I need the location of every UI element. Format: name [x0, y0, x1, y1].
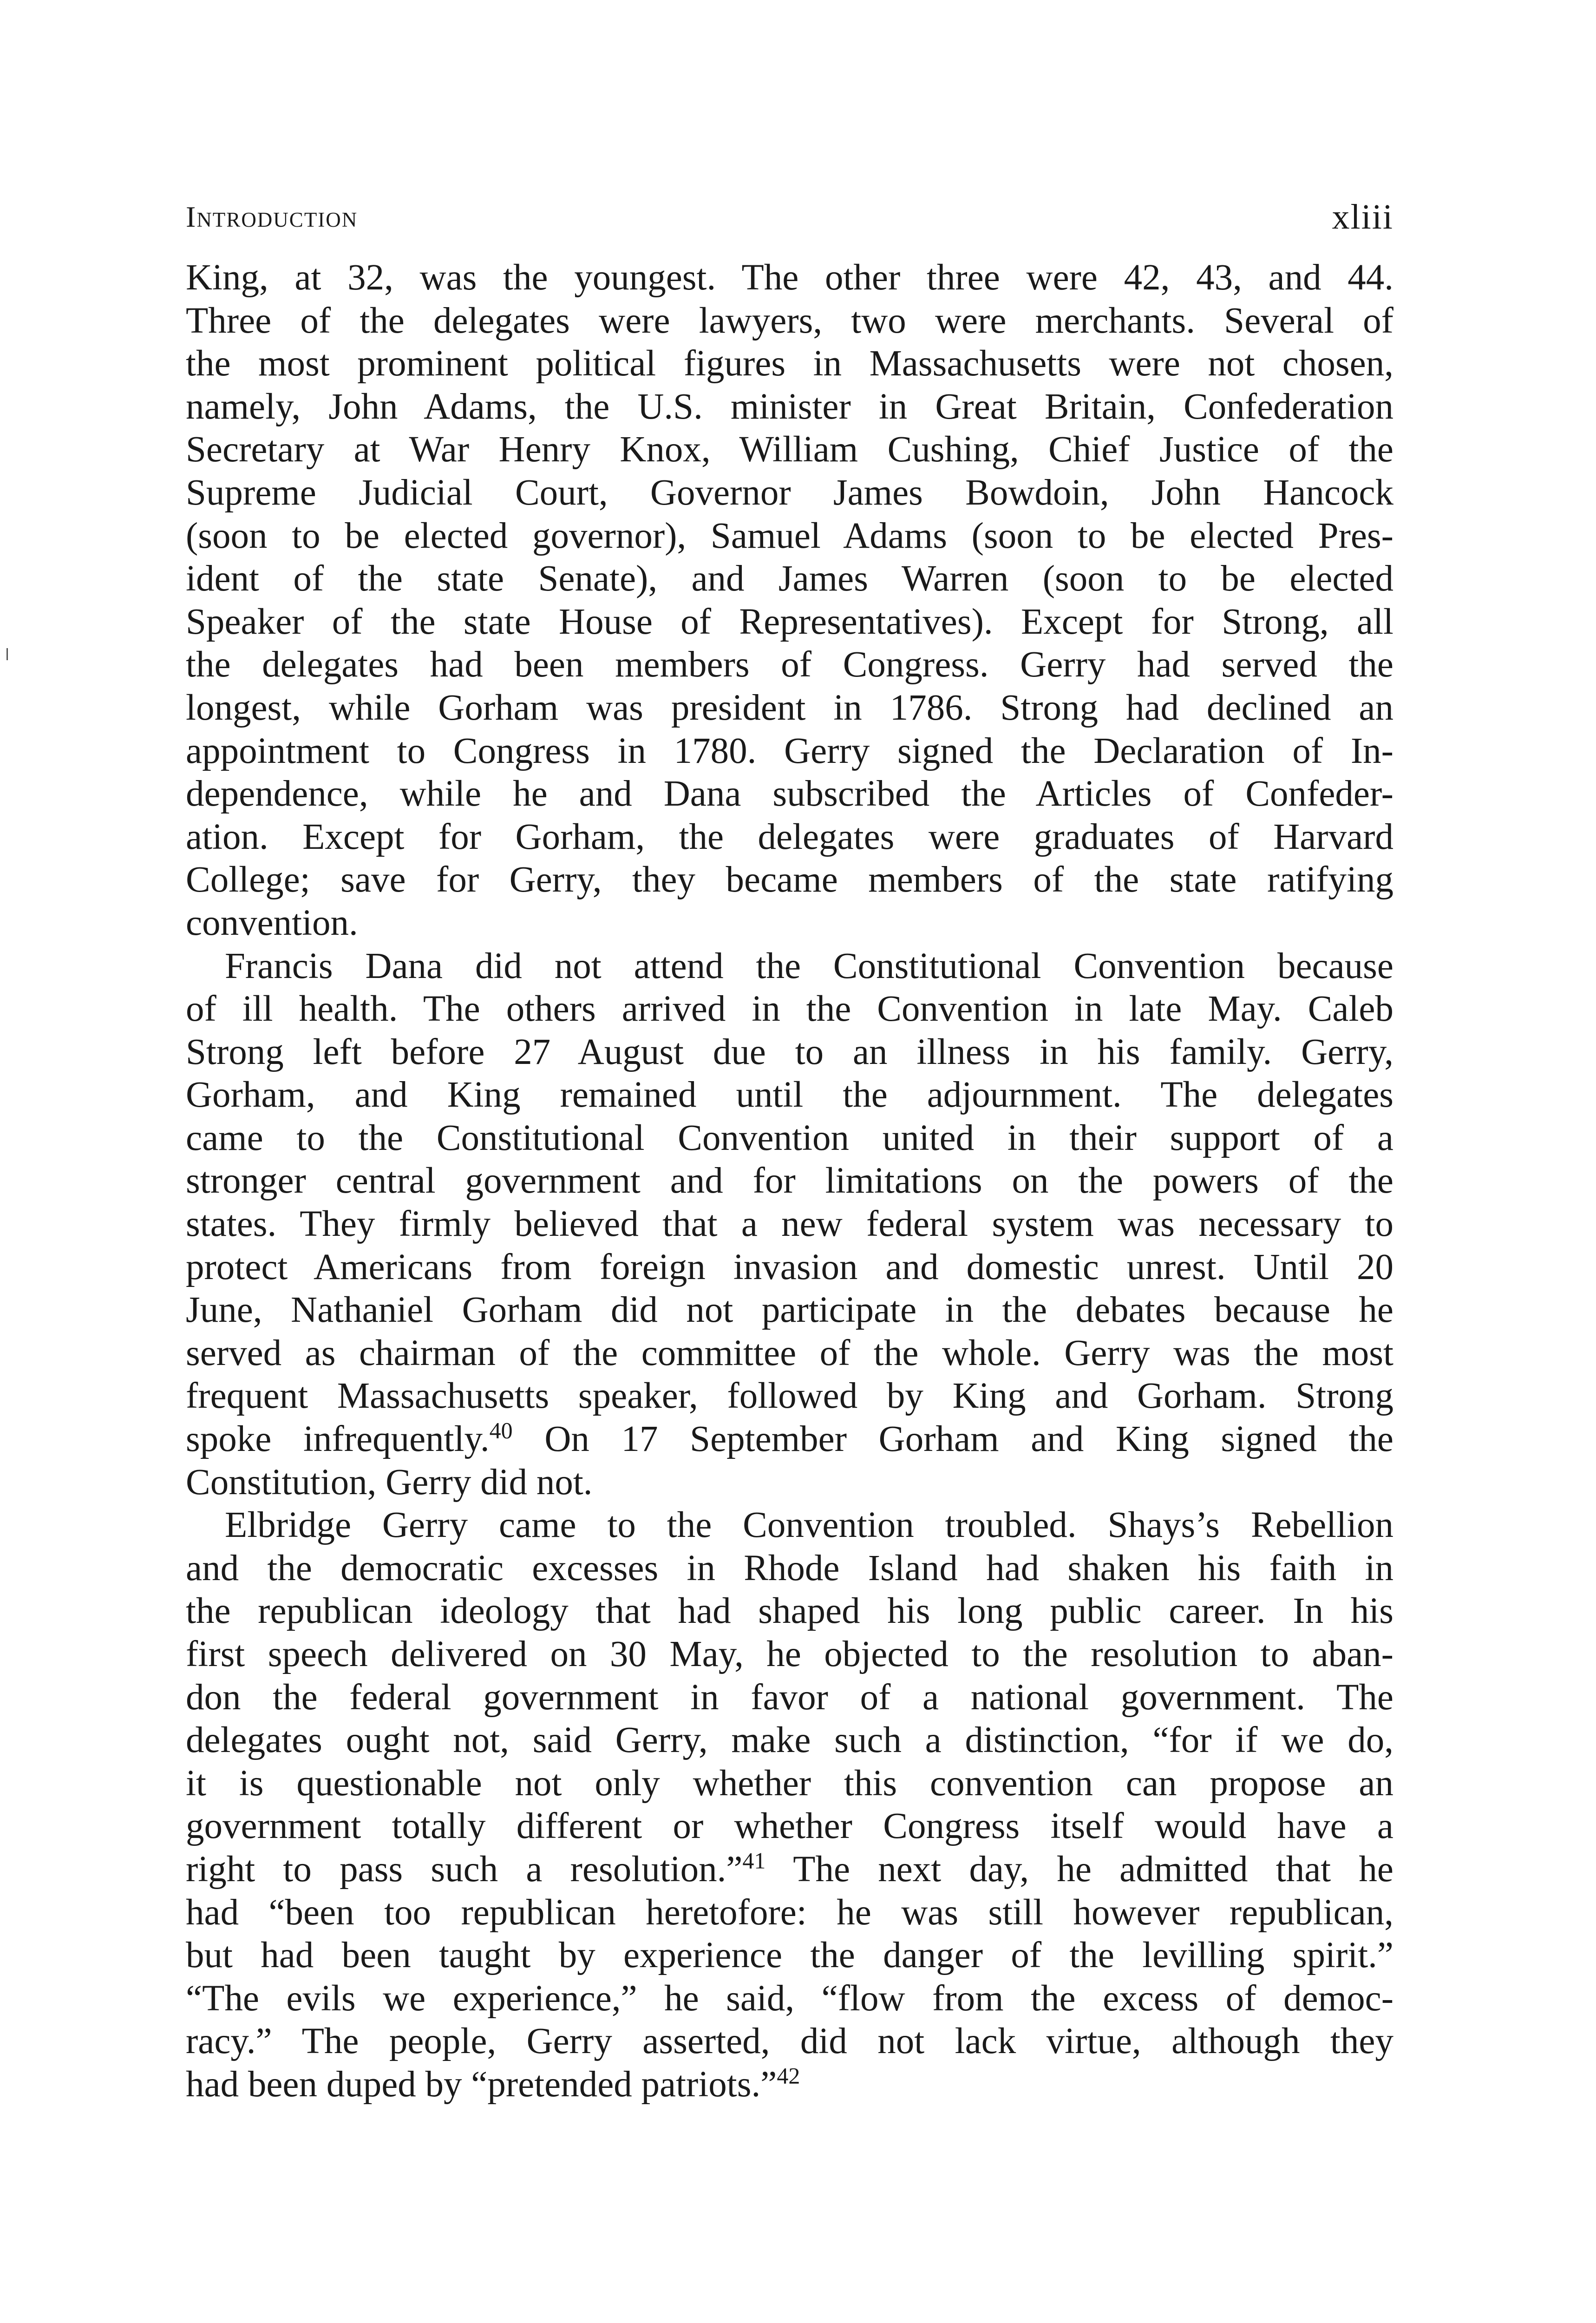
text-line: the most prominent political figures in Massachusetts were not chosen,	[186, 343, 1393, 384]
text-line: Constitution, Gerry did not.	[186, 1462, 593, 1503]
running-head: Introduction	[186, 200, 358, 233]
text-line: it is questionable not only whether this convention can propose an	[186, 1763, 1393, 1804]
body-text	[186, 256, 1393, 2106]
page-number: xliii	[1332, 197, 1393, 236]
paragraph-3	[186, 1504, 1393, 2106]
text-line: longest, while Gorham was president in 1786. Strong had declined an	[186, 687, 1393, 728]
text-line: and the democratic excesses in Rhode Island had shaken his faith in	[186, 1548, 1393, 1588]
paragraph-2	[186, 945, 1393, 1504]
text-line: Strong left before 27 August due to an illness in his family. Gerry,	[186, 1031, 1393, 1072]
text-line: don the federal government in favor of a national government. The	[186, 1677, 1393, 1718]
footnote-ref: 41	[742, 1847, 766, 1874]
text-line: appointment to Congress in 1780. Gerry signed the Declaration of In-	[186, 730, 1393, 771]
text-line: the republican ideology that had shaped his long public career. In his	[186, 1591, 1393, 1632]
text-line: first speech delivered on 30 May, he objected to the resolution to aban-	[186, 1634, 1393, 1674]
text-line: protect Americans from foreign invasion and domestic unrest. Until 20	[186, 1247, 1393, 1287]
text-line: delegates ought not, said Gerry, make such a distinction, “for if we do,	[186, 1720, 1393, 1761]
text-line: but had been taught by experience the danger of the levilling spirit.”	[186, 1935, 1393, 1976]
text-line: Elbridge Gerry came to the Convention troubled. Shays’s Rebellion	[225, 1505, 1393, 1546]
text-line: the delegates had been members of Congress. Gerry had served the	[186, 644, 1393, 685]
margin-mark	[7, 648, 8, 660]
text-line: government totally different or whether Congress itself would have a	[186, 1806, 1393, 1847]
text-line: had “been too republican heretofore: he was still however republican,	[186, 1892, 1393, 1933]
text-line: namely, John Adams, the U.S. minister in Great Britain, Confederation	[186, 386, 1393, 427]
text-line: convention.	[186, 902, 358, 943]
text-line: Secretary at War Henry Knox, William Cushing, Chief Justice of the	[186, 429, 1393, 470]
paragraph-1	[186, 256, 1393, 945]
text-line: dependence, while he and Dana subscribed the Articles of Confeder-	[186, 774, 1393, 814]
text-line: Three of the delegates were lawyers, two were merchants. Several of	[186, 300, 1393, 341]
text-line: “The evils we experience,” he said, “flow from the excess of democ-	[186, 1978, 1393, 2019]
footnote-ref: 40	[489, 1417, 513, 1444]
text-line: stronger central government and for limitations on the powers of the	[186, 1161, 1393, 1201]
text-line: came to the Constitutional Convention united in their support of a	[186, 1117, 1393, 1158]
page-header	[186, 197, 1393, 242]
text-line: Gorham, and King remained until the adjournment. The delegates	[186, 1075, 1393, 1116]
text-line: June, Nathaniel Gorham did not participate in the debates because he	[186, 1290, 1393, 1331]
text-line: King, at 32, was the youngest. The other three were 42, 43, and 44.	[186, 257, 1393, 298]
text-line: ident of the state Senate), and James Warren (soon to be elected	[186, 558, 1393, 599]
text-line: right to pass such a resolution.”$^{41}$ The next day, he admitted that he	[186, 1847, 1393, 1890]
text-line: states. They firmly believed that a new federal system was necessary to	[186, 1204, 1393, 1245]
text-line: frequent Massachusetts speaker, followed by King and Gorham. Strong	[186, 1376, 1393, 1417]
text-line: served as chairman of the committee of the whole. Gerry was the most	[186, 1332, 1393, 1373]
text-line: ation. Except for Gorham, the delegates were graduates of Harvard	[186, 816, 1393, 857]
text-line: Speaker of the state House of Representatives). Except for Strong, all	[186, 601, 1393, 642]
text-line: (soon to be elected governor), Samuel Adams (soon to be elected Pres-	[186, 515, 1393, 556]
text-line: Francis Dana did not attend the Constitutional Convention because	[225, 945, 1393, 986]
text-line: Supreme Judicial Court, Governor James Bowdoin, John Hancock	[186, 472, 1393, 513]
text-line: had been duped by “pretended patriots.”$^{42}$	[186, 2062, 800, 2105]
footnote-ref: 42	[777, 2062, 800, 2089]
text-line: College; save for Gerry, they became members of the state ratifying	[186, 860, 1393, 900]
text-line: spoke infrequently.$^{40}$ On 17 September Gorham and King signed the	[186, 1417, 1393, 1460]
text-line: racy.” The people, Gerry asserted, did not lack virtue, although they	[186, 2021, 1393, 2062]
text-line: of ill health. The others arrived in the Convention in late May. Caleb	[186, 989, 1393, 1030]
